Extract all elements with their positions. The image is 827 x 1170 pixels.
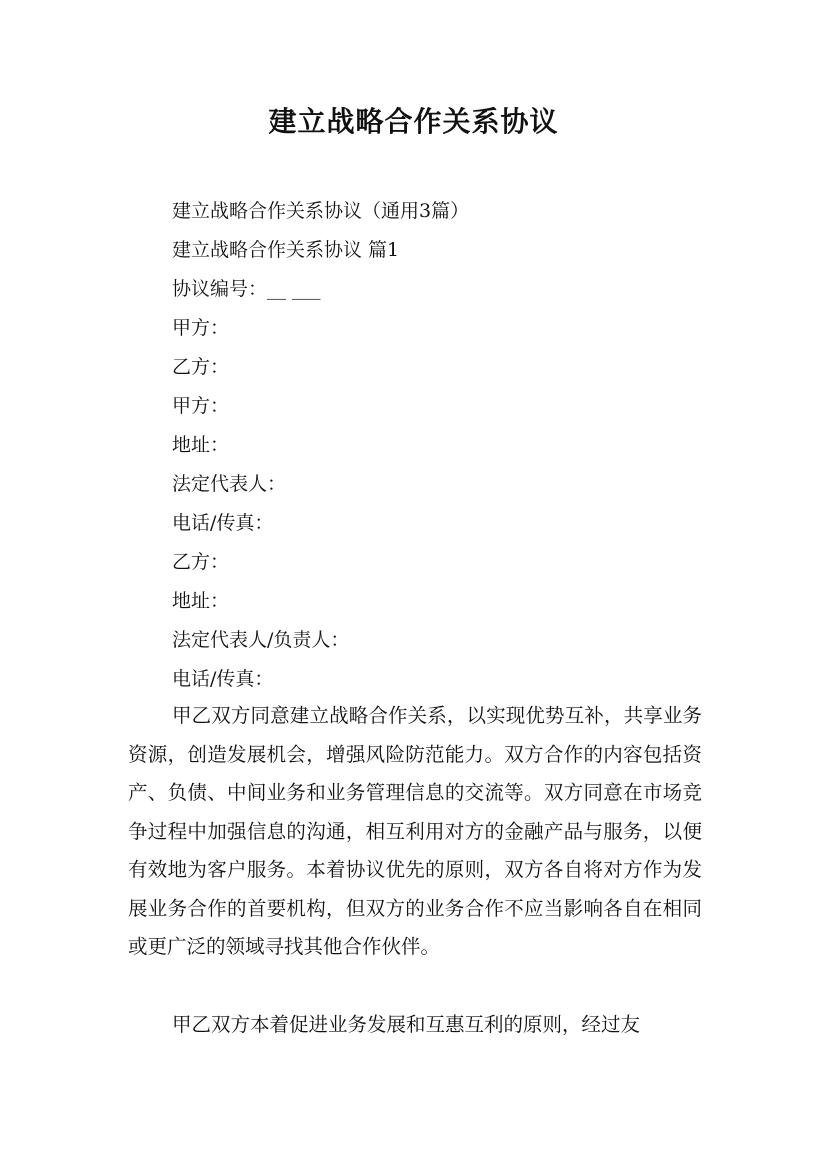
party-b-phone-fax-line: 电话/传真： [172, 668, 274, 690]
party-a-phone-fax-line: 电话/传真： [172, 512, 274, 534]
party-a-address-line: 地址： [172, 434, 230, 456]
party-a-line: 甲方： [172, 317, 230, 339]
party-a-representative-line: 法定代表人： [172, 473, 287, 495]
document-title: 建立战略合作关系协议 [268, 105, 559, 138]
section-heading: 建立战略合作关系协议 篇1 [172, 239, 400, 261]
body-paragraph-cooperation: 甲乙双方同意建立战略合作关系，以实现优势互补，共享业务资源，创造发展机会，增强风险防范能力。双方合作的内容包括资产、负债、中间业务和业务管理信息的交流等。双方同意在市场竞争过程中加强信息的沟通，相互利用对方的金融产品与服务，以便有效地为客户服务。本着协议优先的原则，双方各自将对方作为发展业务合作的首要机构，但双方的业务合作不应当影响各自在相同或更广泛的领域寻找其他合作伙伴。 [128, 704, 702, 958]
body-paragraph-principles: 甲乙双方本着促进业务发展和互惠互利的原则，经过友 [172, 1013, 641, 1036]
party-b-detail-line: 乙方： [172, 551, 230, 573]
party-a-detail-line: 甲方： [172, 395, 230, 417]
document-subtitle: 建立战略合作关系协议（通用3篇） [172, 200, 470, 222]
agreement-number-line: 协议编号：__ ___ [172, 278, 321, 300]
party-b-line: 乙方： [172, 356, 230, 378]
party-b-address-line: 地址： [172, 590, 230, 612]
party-b-representative-line: 法定代表人/负责人： [172, 629, 350, 651]
